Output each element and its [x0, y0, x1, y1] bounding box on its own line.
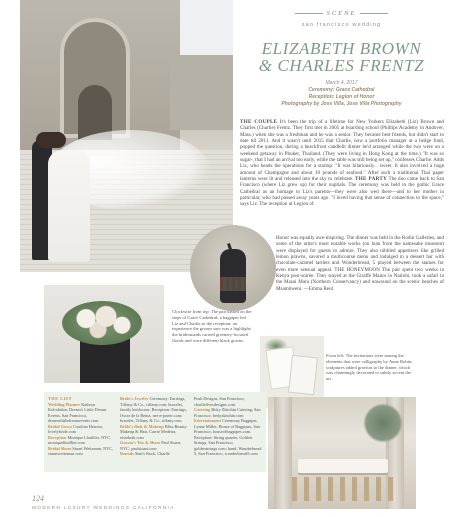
title-line-1: ELIZABETH BROWN [261, 39, 422, 58]
couple-kissing [36, 132, 66, 148]
divider [360, 13, 388, 14]
vendor-list-column-2 [120, 396, 190, 457]
building [170, 55, 233, 130]
photo-caption-left: Clockwise from top: The pair kissed on the steps of Grace Cathedral; a bagpiper led Liz and Charlie to the reception; an experience the groom says was a highlight; the bridesmaids carried greenery-focused florals and wore different black gowns. [172, 309, 252, 343]
divider [295, 13, 323, 14]
wedding-date: March 4, 2017 [325, 80, 358, 86]
vendor-list-heading: THE LIST [48, 396, 72, 401]
reception-venue: Reception: Legion of Honor [308, 94, 375, 100]
list-item: Bridal Shoes Stuart Weitzman, NYC, stuartweitzman.com [48, 445, 114, 457]
magazine-name: MODERN LUXURY WEDDINGS CALIFORNIA [32, 506, 175, 511]
couple-title [233, 40, 450, 74]
section-label: SCENE [326, 10, 357, 17]
hero-photo-couple-on-cathedral-steps [20, 0, 233, 272]
greenery [363, 403, 403, 443]
story-text [240, 119, 444, 208]
tartan-kilt [220, 277, 246, 291]
story-paragraph-4: The pair spent two weeks in Kenya post-soirée. They stayed at the Giraffe Manor in Nairobi, took a safari in the Masai Mara (Northern Conservancy) and unwound on the scenic beaches of Msambweni. —Emma Reid [276, 266, 444, 292]
bouquet [62, 301, 142, 345]
reception-photo [268, 397, 416, 509]
list-item: Entertainment Ceremony Bagpiper, Lynne Miller, House of Bagpipes, San Francisco, houseofbagpipes.com. Reception: String quartet, Golden Strings, San Francisco, goldenstrings.com; band, Wonderbread 5, San Francisco, wonderbread5.com [194, 418, 262, 457]
gallery-column [274, 397, 292, 509]
vendor-list [44, 392, 266, 472]
story-text-continued [276, 235, 444, 292]
list-item: Bride's Jewelry Ceremony: Earrings, Tiffany & Co., tiffany.com; bracelet, family heirlooms. Reception: Earrings, Oscar de la Renta, net-a-porter.com; bracelet, Tiffany & Co., tiffany.com [120, 396, 187, 424]
list-item: Catering Betty Zlatchin Catering, San Francisco, bettyzlatchin.com [194, 407, 261, 418]
list-item: Rentals Stan's Rock, Charlie [120, 451, 170, 457]
list-item: Reception Monique Lhuillier, NYC, moniquelhuillier.com [48, 434, 112, 446]
invitation-card [288, 355, 318, 396]
party-lead: THE PARTY [355, 176, 388, 183]
honeymoon-lead: THE HONEYMOON [334, 266, 380, 273]
title-line-2: & CHARLES FRENTZ [258, 56, 425, 75]
list-item: Bride's Hair & Makeup Bliss Beauty Makeup & Hair, Carrie Medeira, elsiebeth.com [120, 423, 187, 440]
chairs [292, 477, 396, 501]
story-paragraph-1: It's been the trip of a lifetime for New Yorkers Elizabeth (Liz) Brown and Charles (Charlie) Frentz. They first met in 2005 at boarding school (Phillips Academy in Andover, Mass.) when she was a freshman and he was a senior. They became best friends, but didn't start to date till 2011. And it wasn't until 2015 that Charlie, now a portfolio manager at a hedge fund, popped the question, during a beachfront candlelit dinner he'd arranged while the two were on a weekend getaway in Phuket, Thailand. (They were living in Hong Kong at the time.) "It was so sugar-, that I had an arrival too early, while the table was still being set up," confesses Charlie. Adds Liz, who heads the operations for a startup: "It was hilariously... sweet. It also involved a huge amount of Champagne and about 10 pounds of seafood." After such a traditional Thai paper lanterns were lit and released into the sky to celebrate. [240, 119, 444, 183]
list-item: Wedding Planner Kathryn Kolodsdon, Dream's Little Dream Events, San Francisco, dreamslittledreamevents.com [48, 401, 107, 424]
bride-figure [48, 150, 90, 262]
photo-caption-right: From left: The invitations were among the elements that were calligraphy by Anne Robin; sculptures added gravitas to the dinner, which was charmingly decorated to subtly accent the art. [326, 353, 413, 382]
photography-credit: Photography by Jose Villa, Jose Villa Photography [281, 101, 402, 107]
section-subtitle: san francisco wedding [301, 22, 382, 28]
cathedral-facade [20, 0, 180, 150]
vendor-list-column-1 [48, 396, 116, 457]
story-paragraph-2: The duo came back to San Francisco (where Liz grew up) for their nuptials. The ceremony was held in the gothic Grace Cathedral as an homage to Liz's parents—they were also wed there—and to her mother in particular, who had passed away years ago. "I loved having that sense of connection to the space," says Liz. The reception at Legion of [240, 176, 444, 208]
ceremony-venue: Ceremony: Grace Cathedral [308, 87, 375, 93]
page-number: 124 [32, 494, 44, 503]
story-paragraph-3: Honor was equally awe-inspiring. The dinner was held in the Rodin Galleries, and some of the artist's most notable works (on loan from the namesake museum) were displayed for guests to admire. They also nibbled appetizers like grilled lemon prawns, savored a multicourse menu and indulged in a dessert bar with chocolate-caramel tartlets and Wonderbread, 5 played between the statues for even more sensual appeal. [276, 235, 444, 273]
list-item: Posh Designs, San Francisco, charlielivesdesigns.com [194, 396, 245, 407]
dinner-table [298, 459, 388, 473]
wedding-details [233, 80, 450, 108]
list-item: Bridal Gown Carolina Herrera, lovelybride.com [48, 423, 103, 435]
vendor-list-column-3 [194, 396, 262, 457]
bagpiper-photo [190, 225, 276, 311]
list-item: Groom's Tux & Shoes Paul Stuart, NYC, paulstuart.com [120, 440, 182, 451]
couple-lead: THE COUPLE [240, 119, 278, 125]
section-header [233, 10, 450, 17]
bouquet-photo [44, 285, 164, 383]
